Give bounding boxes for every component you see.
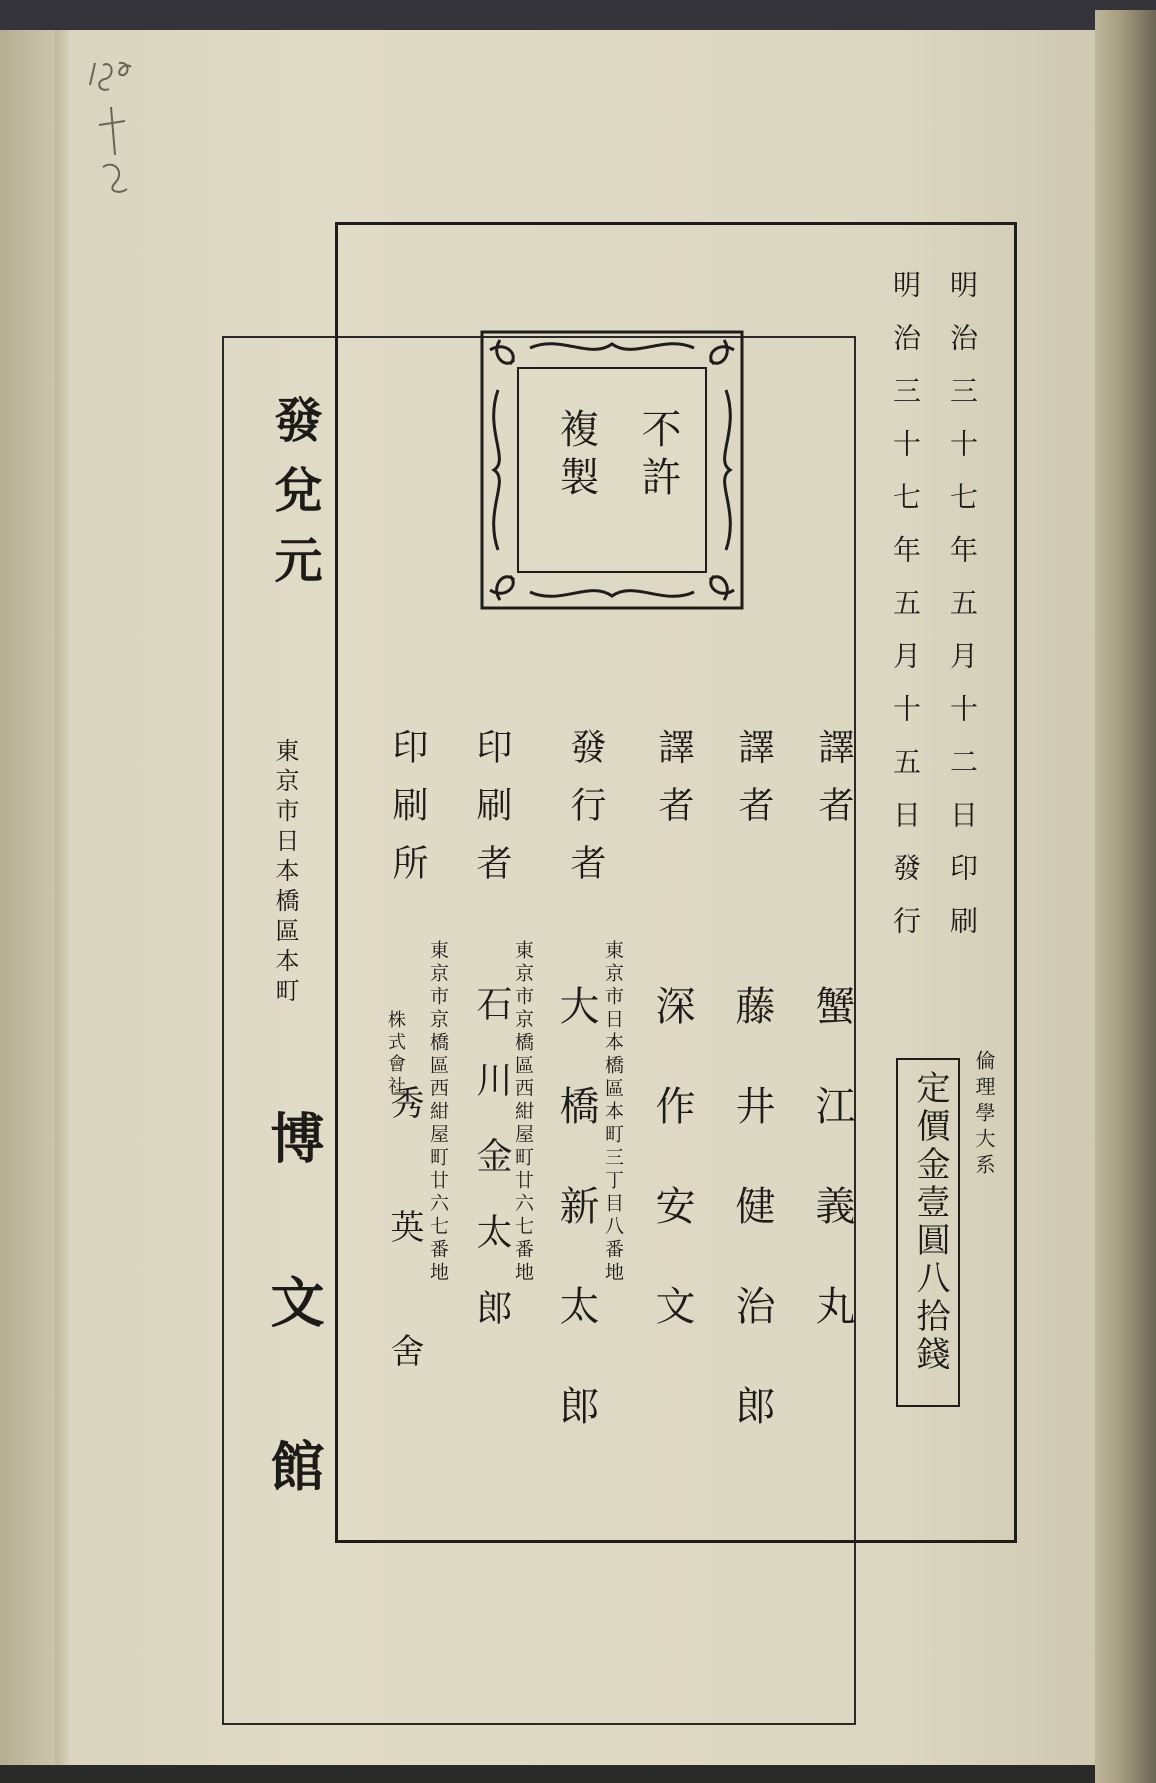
translator-3-role: 譯者 — [653, 728, 694, 844]
print-shop-role: 印刷所 — [387, 728, 428, 902]
publisher-name: 大橋新太郎 — [553, 985, 599, 1485]
publisher-role: 發行者 — [565, 728, 606, 902]
translator-1-name: 蟹江義丸 — [809, 985, 855, 1385]
price-label: 定價金壹圓八拾錢 — [910, 1070, 950, 1374]
publish-date: 明治三十七年五月十五日發行 — [889, 270, 922, 959]
series-title: 倫理學大系 — [972, 1050, 996, 1180]
translator-2-role: 譯者 — [733, 728, 774, 844]
page-edge — [1095, 10, 1156, 1783]
publisher-address: 東京市日本橋區本町三丁目八番地 — [602, 940, 624, 1285]
book-binding — [0, 30, 60, 1765]
page-gutter — [55, 30, 69, 1765]
translator-3-name: 深作安文 — [649, 985, 695, 1385]
issuer-label: 發兌元 — [266, 395, 322, 605]
translator-2-name: 藤井健治郎 — [729, 985, 775, 1485]
stamp-line-2: 複製 — [553, 408, 599, 504]
translator-1-role: 譯者 — [813, 728, 854, 844]
print-shop-address: 東京市京橋區西紺屋町廿六七番地 — [427, 940, 449, 1285]
issuer-address: 東京市日本橋區本町 — [271, 738, 299, 1008]
printer-address: 東京市京橋區西紺屋町廿六七番地 — [512, 940, 534, 1285]
print-date: 明治三十七年五月十二日印刷 — [946, 270, 979, 959]
printer-name: 石川金太郎 — [471, 985, 512, 1365]
stamp-line-1: 不許 — [635, 408, 681, 504]
copyright-stamp — [480, 330, 744, 610]
print-shop-company: 株式會社 — [385, 1010, 406, 1098]
issuer-name: 博文館 — [262, 1110, 326, 1602]
handwritten-note-image — [85, 55, 145, 205]
print-shop-name: 秀英舍 — [384, 1085, 424, 1457]
printer-role: 印刷者 — [471, 728, 512, 902]
